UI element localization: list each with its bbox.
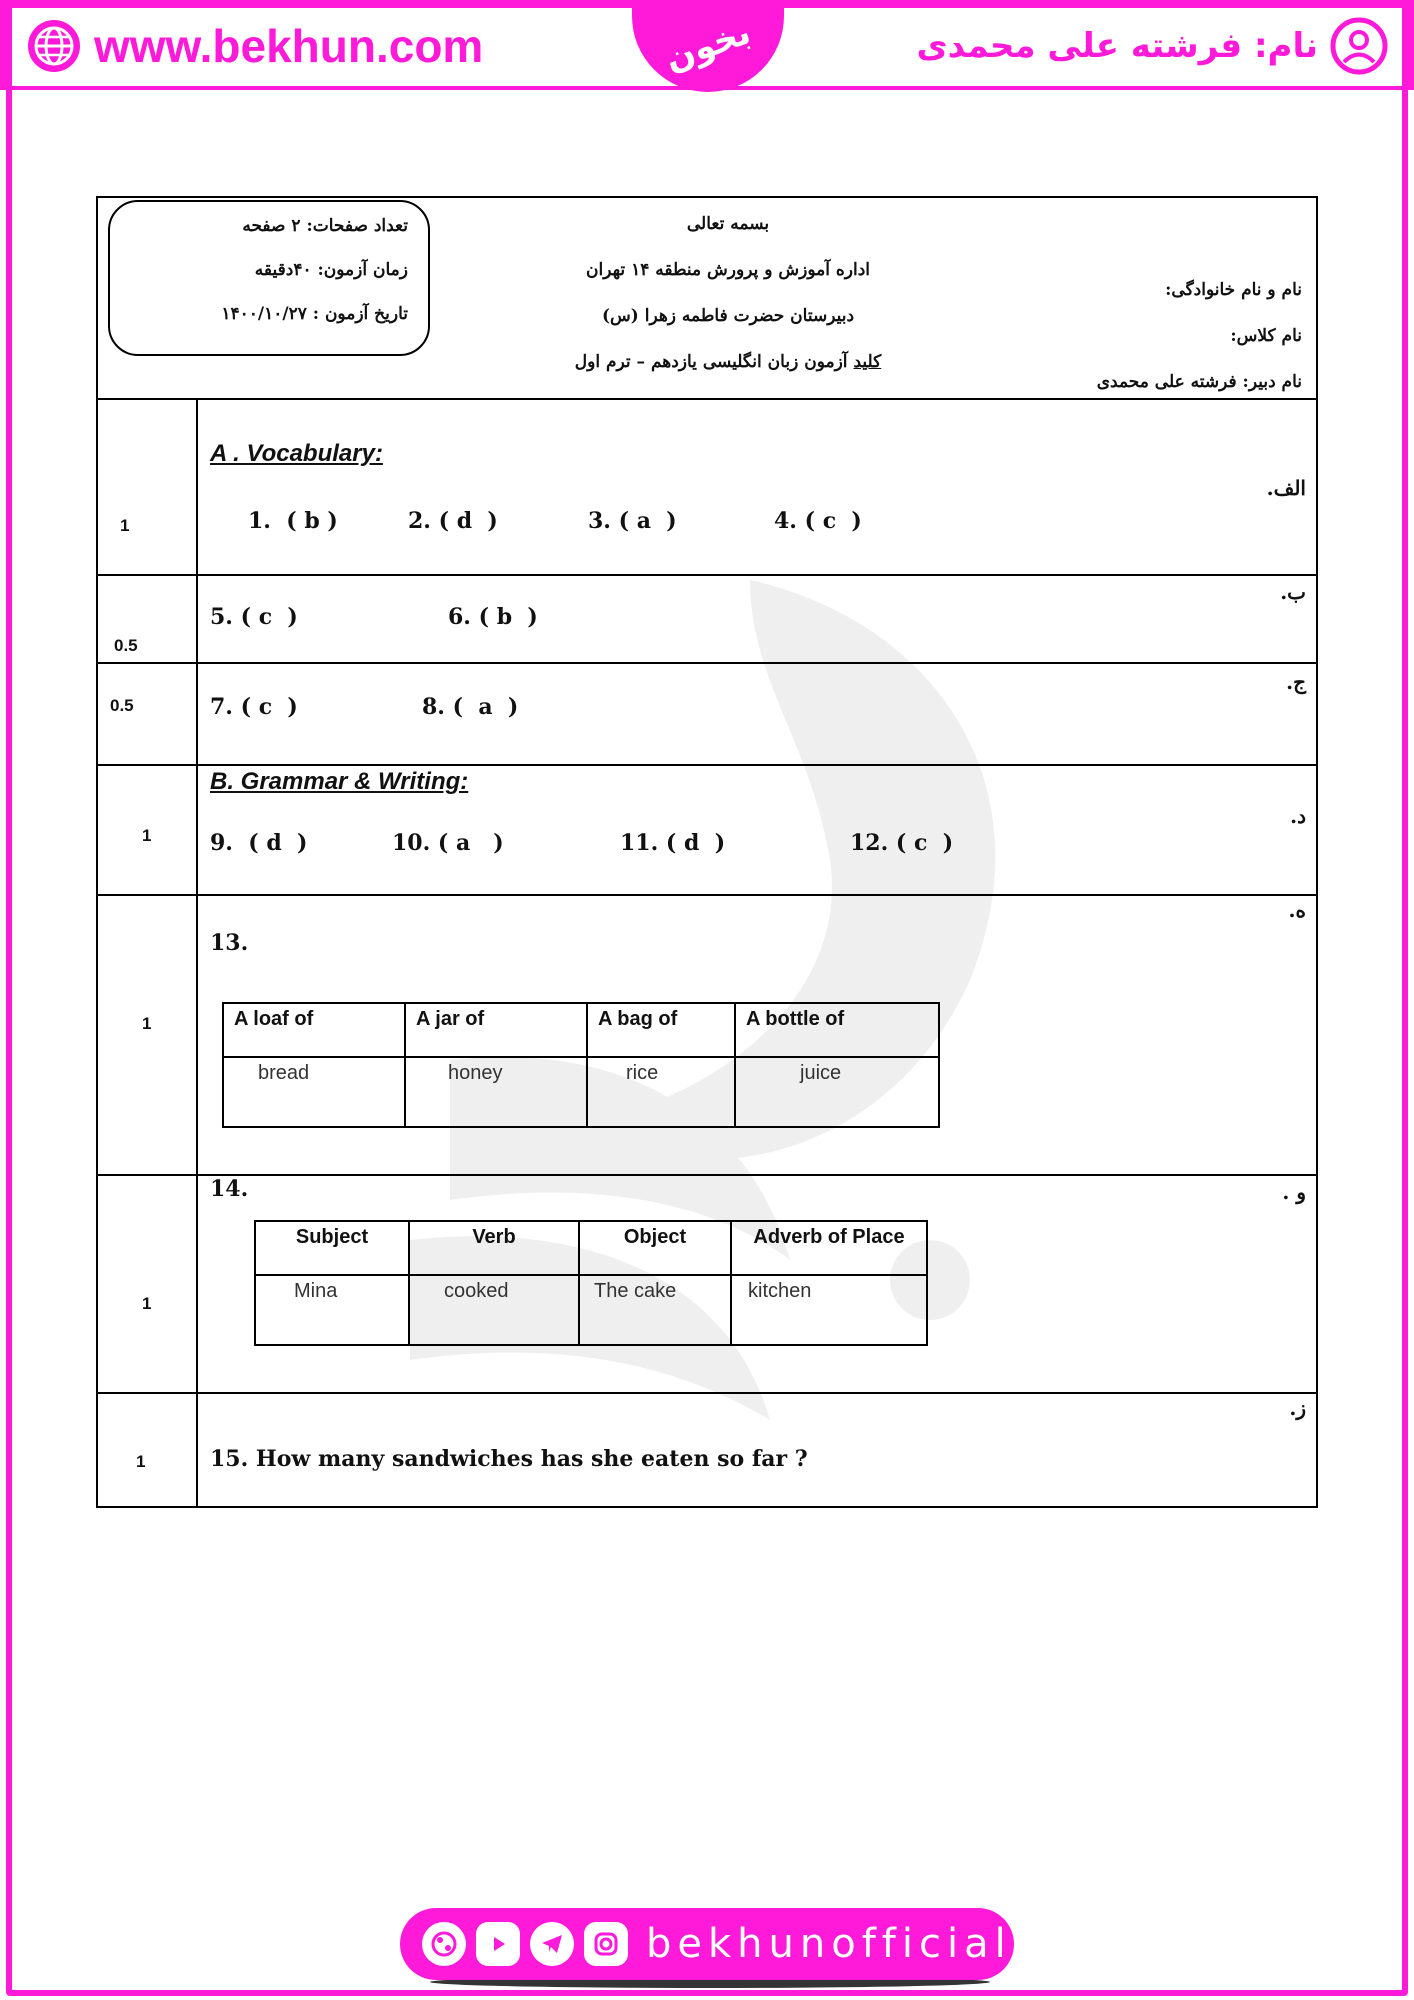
logo-text: بخون bbox=[659, 12, 756, 80]
table-row bbox=[255, 1275, 927, 1345]
question-number: 13. bbox=[210, 930, 249, 956]
answer-3: 3. ( a ) bbox=[588, 508, 677, 534]
department: اداره آموزش و پرورش منطقه ۱۴ تهران bbox=[585, 260, 871, 280]
score-cell bbox=[98, 662, 198, 764]
exam-title bbox=[478, 342, 978, 388]
section-label: الف. bbox=[1266, 476, 1306, 500]
table-header-cell: A loaf of bbox=[223, 1003, 405, 1057]
social-footer bbox=[400, 1908, 1014, 1980]
telegram-icon[interactable] bbox=[530, 1922, 574, 1966]
table-cell: cooked bbox=[409, 1275, 579, 1345]
answer-7: 7. ( c ) bbox=[210, 694, 298, 720]
exam-info-box bbox=[108, 200, 430, 356]
answer-key-label: کلید bbox=[853, 352, 882, 372]
exam-sheet bbox=[96, 196, 1316, 1506]
table-header-row bbox=[223, 1003, 939, 1057]
answer-11: 11. ( d ) bbox=[620, 830, 726, 856]
section-label: ه. bbox=[1288, 898, 1306, 922]
table-cell: honey bbox=[405, 1057, 587, 1127]
table-header-cell: Verb bbox=[409, 1221, 579, 1275]
page-count: تعداد صفحات: ۲ صفحه bbox=[242, 216, 408, 236]
table-row bbox=[223, 1057, 939, 1127]
aparat-icon[interactable] bbox=[422, 1922, 466, 1966]
table-cell: kitchen bbox=[731, 1275, 927, 1345]
section-row-c bbox=[96, 662, 1318, 766]
answer-8: 8. ( a ) bbox=[422, 694, 519, 720]
table-cell: juice bbox=[735, 1057, 939, 1127]
section-row-d bbox=[96, 764, 1318, 896]
section-row-b bbox=[96, 574, 1318, 664]
sentence-parts-table bbox=[254, 1220, 928, 1346]
answer-1: 1. ( b ) bbox=[248, 508, 338, 534]
score-cell bbox=[98, 1174, 198, 1392]
score-cell bbox=[98, 574, 198, 662]
score-value: 1 bbox=[120, 516, 130, 535]
score-cell bbox=[98, 1392, 198, 1506]
table-cell: bread bbox=[223, 1057, 405, 1127]
section-label: ز. bbox=[1289, 1396, 1306, 1420]
school-name: دبیرستان حضرت فاطمه زهرا (س) bbox=[601, 306, 855, 326]
section-row-e bbox=[96, 894, 1318, 1176]
score-value: 0.5 bbox=[114, 636, 138, 655]
section-label: ج. bbox=[1286, 670, 1306, 694]
exam-duration: زمان آزمون: ۴۰دقیقه bbox=[254, 260, 408, 280]
instagram-icon[interactable] bbox=[584, 1922, 628, 1966]
site-url[interactable] bbox=[26, 16, 483, 76]
answer-5: 5. ( c ) bbox=[210, 604, 298, 630]
user-icon bbox=[1330, 17, 1388, 75]
score-value: 1 bbox=[136, 1452, 146, 1471]
teacher-label: نام دبیر: فرشته علی محمدی bbox=[1096, 372, 1302, 392]
class-label: نام کلاس: bbox=[1230, 326, 1302, 346]
table-header-cell: A jar of bbox=[405, 1003, 587, 1057]
table-cell: The cake bbox=[579, 1275, 731, 1345]
exam-date: تاریخ آزمون : ۱۴۰۰/۱۰/۲۷ bbox=[221, 304, 408, 324]
section-label: و . bbox=[1282, 1180, 1306, 1204]
section-row-f bbox=[96, 1174, 1318, 1394]
section-row-a bbox=[96, 398, 1318, 576]
globe-icon bbox=[26, 18, 82, 74]
site-url-text: www.bekhun.com bbox=[94, 20, 484, 72]
section-label: د. bbox=[1290, 804, 1306, 828]
section-row-g bbox=[96, 1392, 1318, 1508]
exam-title-block bbox=[478, 204, 978, 388]
owner-name bbox=[916, 16, 1388, 76]
score-value: 1 bbox=[142, 1294, 152, 1313]
answer-2: 2. ( d ) bbox=[408, 508, 498, 534]
table-cell: Mina bbox=[255, 1275, 409, 1345]
table-header-cell: Subject bbox=[255, 1221, 409, 1275]
section-label: ب. bbox=[1280, 580, 1306, 604]
score-value: 0.5 bbox=[110, 696, 134, 715]
answer-9: 9. ( d ) bbox=[210, 830, 308, 856]
social-handle[interactable]: bekhunofficial bbox=[646, 1921, 1012, 1967]
owner-name-text: نام: فرشته علی محمدی bbox=[916, 26, 1318, 66]
answer-12: 12. ( c ) bbox=[850, 830, 954, 856]
score-cell bbox=[98, 398, 198, 574]
score-value: 1 bbox=[142, 1014, 152, 1033]
answer-6: 6. ( b ) bbox=[448, 604, 538, 630]
measure-words-table bbox=[222, 1002, 940, 1128]
section-title: A . Vocabulary: bbox=[210, 440, 383, 467]
table-header-row bbox=[255, 1221, 927, 1275]
table-header-cell: A bag of bbox=[587, 1003, 735, 1057]
student-name-label: نام و نام خانوادگی: bbox=[1165, 280, 1302, 300]
table-header-cell: A bottle of bbox=[735, 1003, 939, 1057]
table-header-cell: Adverb of Place bbox=[731, 1221, 927, 1275]
basmala: بسمه تعالی bbox=[686, 214, 770, 234]
exam-title-text: آزمون زبان انگلیسی یازدهم – ترم اول bbox=[574, 352, 854, 372]
table-header-cell: Object bbox=[579, 1221, 731, 1275]
score-cell bbox=[98, 894, 198, 1174]
youtube-icon[interactable] bbox=[476, 1922, 520, 1966]
table-cell: rice bbox=[587, 1057, 735, 1127]
score-cell bbox=[98, 764, 198, 894]
student-info bbox=[1097, 270, 1302, 408]
exam-header bbox=[96, 196, 1318, 400]
score-value: 1 bbox=[142, 826, 152, 845]
answer-4: 4. ( c ) bbox=[774, 508, 862, 534]
answer-10: 10. ( a ) bbox=[392, 830, 504, 856]
question-number: 14. bbox=[210, 1176, 249, 1202]
question-15: 15. How many sandwiches has she eaten so far ? bbox=[210, 1446, 808, 1472]
section-title: B. Grammar & Writing: bbox=[210, 768, 469, 795]
